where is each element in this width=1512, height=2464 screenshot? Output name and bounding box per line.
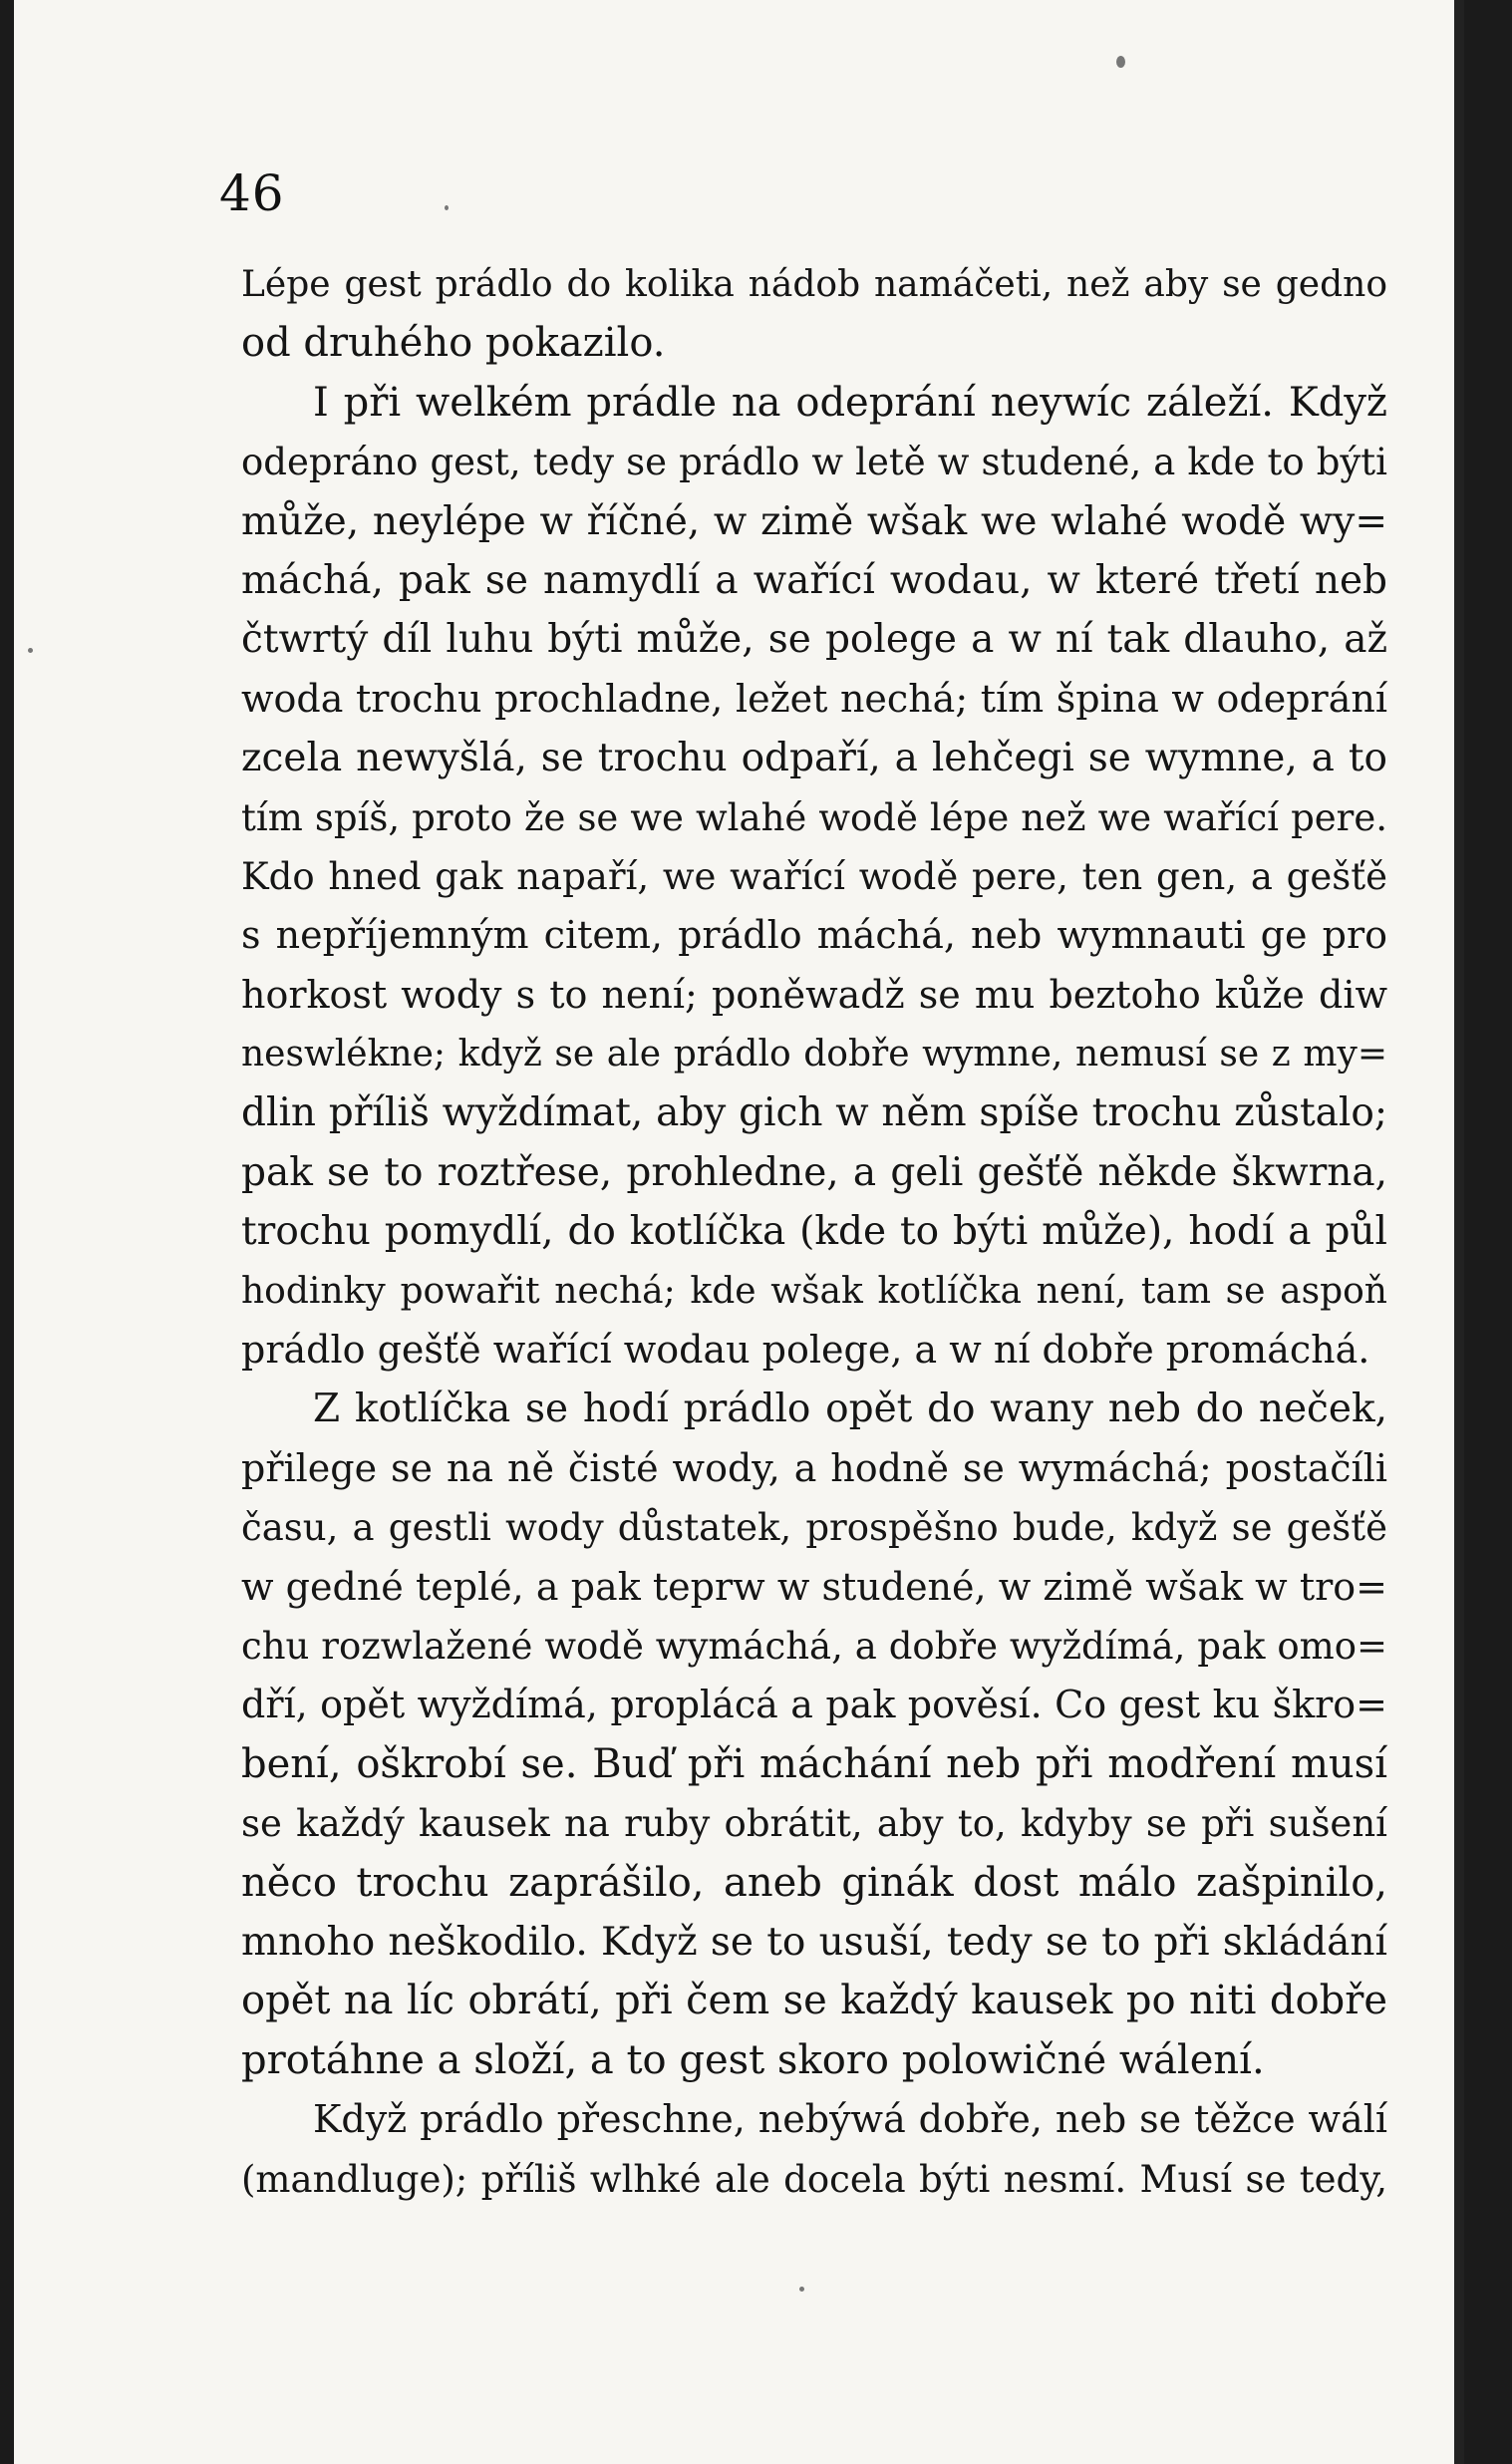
text-line: Z kotlíčka se hodí prádlo opět do wany neb do neček, xyxy=(313,1386,1387,1432)
book-page xyxy=(14,0,1464,2464)
text-line: trochu pomydlí, do kotlíčka (kde to býti může), hodí a půl xyxy=(241,1209,1387,1255)
text-line: Kdo hned gak napaří, we wařící wodě pere, ten gen, a gešťě xyxy=(241,854,1387,898)
text-line: něco trochu zaprášilo, aneb ginák dost málo zašpinilo, xyxy=(241,1859,1387,1906)
paper-fleck xyxy=(28,648,33,653)
text-line: bení, oškrobí se. Buď při máchání neb při modření musí xyxy=(241,1740,1387,1787)
text-line: se každý kausek na ruby obrátit, aby to, kdyby se při sušení xyxy=(241,1802,1387,1846)
text-line: I při welkém prádle na odeprání neywíc záleží. Když xyxy=(313,379,1387,426)
text-line: Lépe gest prádlo do kolika nádob namáčeti, než aby se gedno xyxy=(241,264,1387,305)
text-line: (mandluge); příliš wlhké ale docela býti nesmí. Musí se tedy, xyxy=(241,2157,1387,2201)
text-line: opět na líc obrátí, při čem se každý kausek po niti dobře xyxy=(241,1978,1387,2024)
text-line: s nepříjemným citem, prádlo máchá, neb wymnauti ge pro xyxy=(241,913,1387,958)
text-line: w gedné teplé, a pak teprw w studené, w zimě wšak w tro= xyxy=(241,1564,1387,1609)
text-line: dří, opět wyždímá, proplácá a pak pověsí. Co gest ku škro= xyxy=(241,1683,1387,1727)
text-line: hodinky powařit nechá; kde wšak kotlíčka není, tam se aspoň xyxy=(241,1270,1387,1312)
text-line: tím spíš, proto že se we wlahé wodě lépe než we wařící pere. xyxy=(241,795,1387,839)
text-line: pak se to roztřese, prohledne, a geli gešťě někde škwrna, xyxy=(241,1149,1387,1195)
text-line: protáhne a složí, a to gest skoro polowičné wálení. xyxy=(241,2036,1265,2083)
text-line: mnoho neškodilo. Když se to usuší, tedy se to při skládání xyxy=(241,1919,1387,1965)
page-edge-shadow xyxy=(1454,0,1464,2464)
text-line: chu rozwlažené wodě wymáchá, a dobře wyždímá, pak omo= xyxy=(241,1624,1387,1668)
paper-fleck xyxy=(799,2287,804,2292)
text-line: může, neylépe w říčné, w zimě wšak we wlahé wodě wy= xyxy=(241,498,1387,544)
text-line: dlin příliš wyždímat, aby gich w něm spíše trochu zůstalo; xyxy=(241,1090,1387,1136)
text-line: Když prádlo přeschne, nebýwá dobře, neb se těžce wálí xyxy=(313,2097,1387,2142)
text-line: odepráno gest, tedy se prádlo w letě w studené, a kde to býti xyxy=(241,441,1387,484)
text-line: času, a gestli wody důstatek, prospěšno bude, když se gešťě xyxy=(241,1506,1387,1550)
page-number: 46 xyxy=(219,164,285,222)
text-line: od druhého pokazilo. xyxy=(241,320,666,367)
text-line: přilege se na ně čisté wody, a hodně se wymáchá; postačíli xyxy=(241,1445,1387,1490)
text-line: horkost wody s to není; poněwadž se mu beztoho kůže diw xyxy=(241,972,1387,1017)
text-line: prádlo gešťě wařící wodau polege, a w ní dobře promáchá. xyxy=(241,1328,1370,1373)
paper-fleck xyxy=(1116,56,1125,68)
text-line: zcela newyšlá, se trochu odpaří, a lehčegi se wymne, a to xyxy=(241,736,1387,781)
text-line: máchá, pak se namydlí a wařící wodau, w které třetí neb xyxy=(241,557,1387,603)
paper-fleck xyxy=(445,205,449,210)
text-line: neswlékne; když se ale prádlo dobře wymne, nemusí se z my= xyxy=(241,1034,1387,1076)
text-line: čtwrtý díl luhu býti může, se polege a w ní tak dlauho, až xyxy=(241,617,1387,663)
text-line: woda trochu prochladne, ležet nechá; tím špina w odeprání xyxy=(241,676,1387,721)
body-text xyxy=(241,255,1387,2209)
